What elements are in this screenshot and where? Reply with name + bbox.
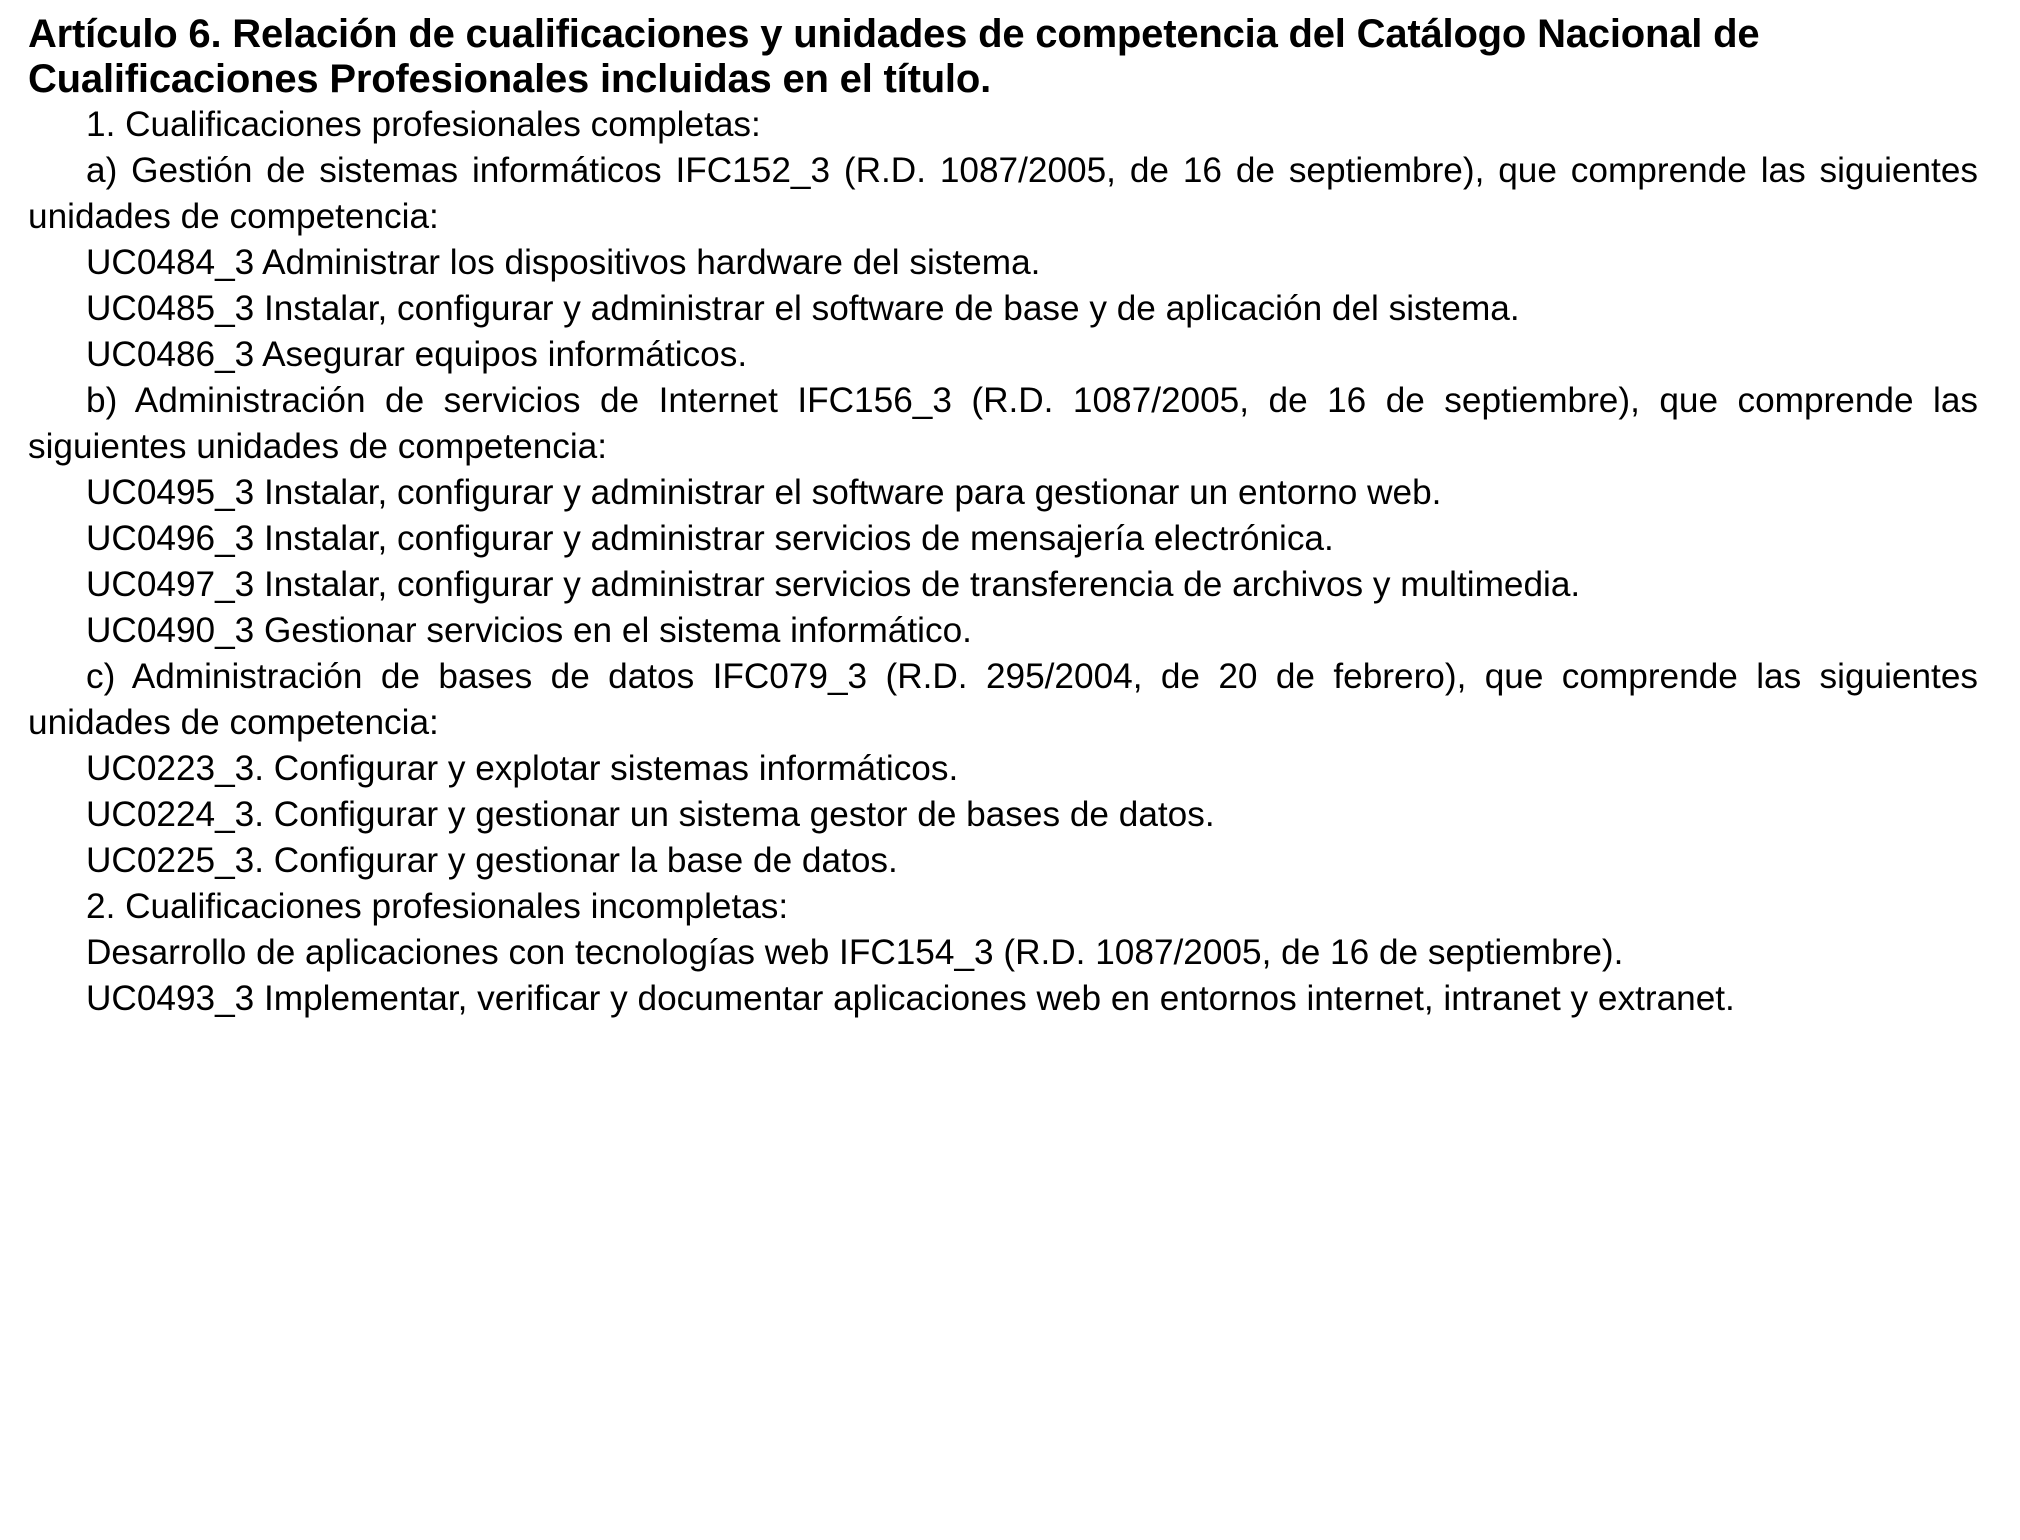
unit-uc0486: UC0486_3 Asegurar equipos informáticos. [86,335,748,374]
unit-uc0495: UC0495_3 Instalar, configurar y administrar el software para gestionar un entorno web. [86,473,1442,512]
unit-uc0497: UC0497_3 Instalar, configurar y administrar servicios de transferencia de archivos y multimedia. [86,565,1581,604]
unit-uc0485: UC0485_3 Instalar, configurar y administrar el software de base y de aplicación del sistema. [86,289,1520,328]
unit-uc0496: UC0496_3 Instalar, configurar y administrar servicios de mensajería electrónica. [86,519,1334,558]
qualification-a-paragraph: a) Gestión de sistemas informáticos IFC152_3 (R.D. 1087/2005, de 16 de septiembre), que comprende las siguientes unidades de competencia: [28,151,1978,236]
unit-uc0223: UC0223_3. Configurar y explotar sistemas informáticos. [86,749,959,788]
qualification-incomplete-paragraph: Desarrollo de aplicaciones con tecnologías web IFC154_3 (R.D. 1087/2005, de 16 de septiembre). [86,933,1624,972]
unit-uc0225: UC0225_3. Configurar y gestionar la base de datos. [86,841,898,880]
qualification-b-paragraph: b) Administración de servicios de Internet IFC156_3 (R.D. 1087/2005, de 16 de septiembre), que comprende las siguientes unidades de competencia: [28,381,1978,466]
unit-uc0484: UC0484_3 Administrar los dispositivos hardware del sistema. [86,243,1041,282]
unit-uc0493: UC0493_3 Implementar, verificar y documentar aplicaciones web en entornos internet, intranet y extranet. [86,979,1735,1018]
incomplete-qualifications-heading: 2. Cualificaciones profesionales incompletas: [86,887,789,926]
complete-qualifications-heading: 1. Cualificaciones profesionales completas: [86,105,761,144]
article-title: Artículo 6. Relación de cualificaciones y unidades de competencia del Catálogo Nacional de Cualificaciones Profesionales incluidas en el título. [28,12,1760,101]
qualification-c-paragraph: c) Administración de bases de datos IFC079_3 (R.D. 295/2004, de 20 de febrero), que comprende las siguientes unidades de competencia: [28,657,1978,742]
unit-uc0490: UC0490_3 Gestionar servicios en el sistema informático. [86,611,972,650]
unit-uc0224: UC0224_3. Configurar y gestionar un sistema gestor de bases de datos. [86,795,1215,834]
